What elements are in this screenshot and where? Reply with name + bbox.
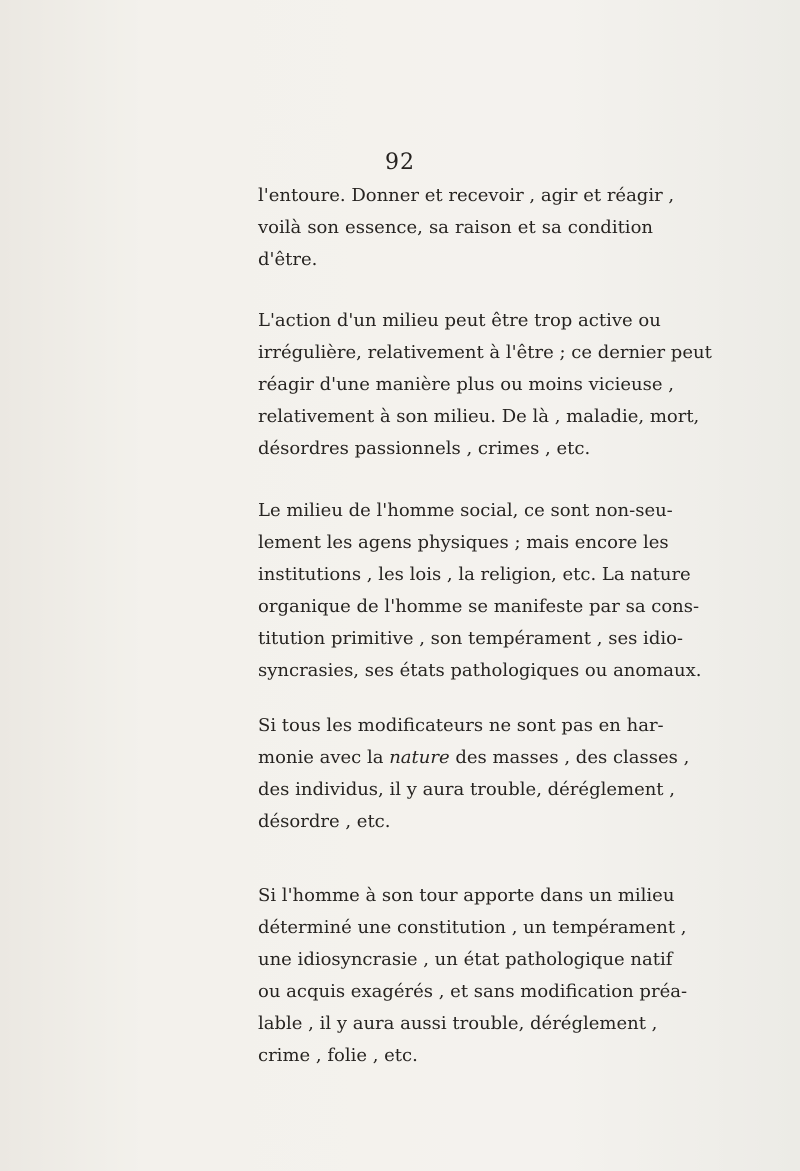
paragraph-1 — [258, 180, 675, 276]
text-line: L'action d'un milieu peut être trop active ou — [258, 310, 661, 331]
text-line: Si tous les modificateurs ne sont pas en har- — [258, 715, 664, 736]
text-line: réagir d'une manière plus ou moins vicieuse , — [258, 374, 674, 395]
text-line: crime , folie , etc. — [258, 1045, 418, 1066]
text-line: institutions , les lois , la religion, etc. La nature — [258, 564, 691, 585]
text-line: voilà son essence, sa raison et sa condition — [258, 217, 653, 238]
text-line: désordres passionnels , crimes , etc. — [258, 438, 591, 459]
paragraph-3 — [258, 495, 702, 687]
text-line: une idiosyncrasie , un état pathologique natif — [258, 949, 673, 970]
text-line: monie avec la nature des masses , des classes , — [258, 747, 690, 768]
text-line: ou acquis exagérés , et sans modification préa- — [258, 981, 688, 1002]
text-line: l'entoure. Donner et recevoir , agir et réagir , — [258, 185, 675, 206]
text-line: syncrasies, ses états pathologiques ou anomaux. — [258, 660, 702, 681]
text-line: Si l'homme à son tour apporte dans un milieu — [258, 885, 675, 906]
text-line: titution primitive , son tempérament , ses idio- — [258, 628, 684, 649]
text-line: lement les agens physiques ; mais encore les — [258, 532, 669, 553]
emphasized-word: nature — [389, 747, 450, 768]
text-line: d'être. — [258, 249, 318, 270]
paragraph-4 — [258, 710, 690, 838]
text-line: des individus, il y aura trouble, déréglement , — [258, 779, 675, 800]
paragraph-5 — [258, 880, 688, 1072]
text-line: lable , il y aura aussi trouble, déréglement , — [258, 1013, 658, 1034]
page-number: 92 — [385, 150, 415, 175]
text-line: déterminé une constitution , un tempérament , — [258, 917, 687, 938]
paragraph-2 — [258, 305, 712, 465]
text-line: organique de l'homme se manifeste par sa cons- — [258, 596, 700, 617]
text-line: désordre , etc. — [258, 811, 391, 832]
text-line: irrégulière, relativement à l'être ; ce dernier peut — [258, 342, 712, 363]
text-line: Le milieu de l'homme social, ce sont non-seu- — [258, 500, 673, 521]
text-line: relativement à son milieu. De là , maladie, mort, — [258, 406, 700, 427]
